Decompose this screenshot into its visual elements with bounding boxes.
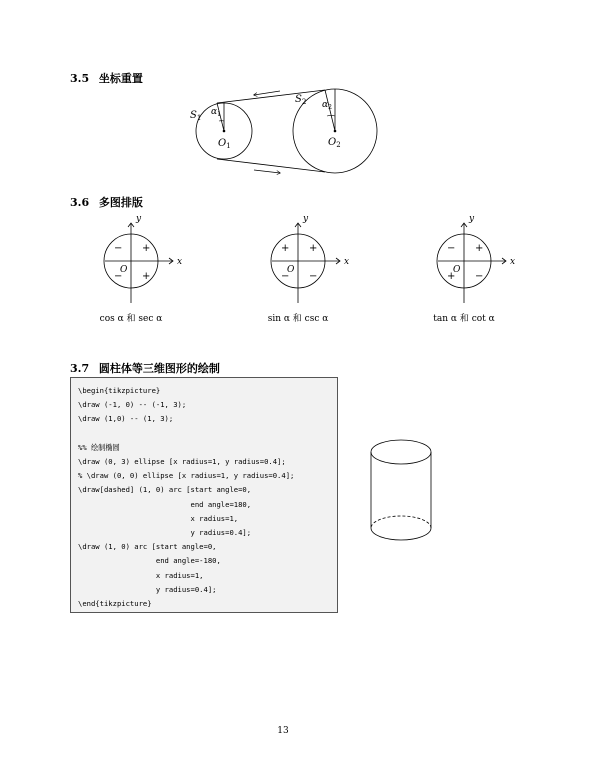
label-s1: $S_1$ <box>190 110 202 122</box>
label-alpha1: $\alpha_1$ <box>211 107 221 118</box>
section-heading-3-7: 3.7 圆柱体等三维图形的绘制 <box>70 362 220 375</box>
code-line: \draw (1,0) -- (1, 3); <box>78 414 174 424</box>
section-heading-3-5: 3.5 坐标重置 <box>70 72 143 85</box>
quadrant-sign-II: + <box>281 243 290 254</box>
quadrant-sign-I: + <box>309 243 318 254</box>
code-line: \end{tikzpicture} <box>78 599 152 609</box>
code-line: \draw (-1, 0) -- (-1, 3); <box>78 400 187 410</box>
svg-text:x: x <box>344 257 350 267</box>
svg-text:y: y <box>303 214 309 224</box>
quadrant-sign-III: + <box>447 271 456 282</box>
svg-text:O: O <box>120 265 128 275</box>
code-line: x radius=1, <box>78 570 204 580</box>
label-o1: $O_1$ <box>218 138 231 150</box>
code-line: \begin{tikzpicture} <box>78 386 161 395</box>
svg-text:x: x <box>177 257 183 267</box>
code-line: y radius=0.4]; <box>78 528 252 538</box>
code-line: \draw (0, 3) ellipse [x radius=1, y radius=0.4]; <box>78 457 286 467</box>
quadrant-sign-I: + <box>475 243 484 254</box>
svg-text:x: x <box>510 257 516 267</box>
page-number: 13 <box>277 726 289 736</box>
code-line: end angle=180, <box>78 499 252 509</box>
code-line: end angle=-180, <box>78 556 221 566</box>
quadrant-caption-1: cos α 和 sec α <box>99 314 163 324</box>
quadrant-sign-IV: + <box>142 271 151 282</box>
code-line: y radius=0.4]; <box>78 584 217 594</box>
svg-text:O: O <box>453 265 461 275</box>
quadrant-caption-3: tan α 和 cot α <box>433 314 495 324</box>
label-s2: $S_2$ <box>295 94 307 106</box>
code-line: x radius=1, <box>78 513 239 523</box>
code-line: %% 绘制椭圆 <box>78 442 120 452</box>
quadrant-caption-2: sin α 和 csc α <box>267 314 329 324</box>
label-alpha2: $\alpha_2$ <box>322 100 332 111</box>
cylinder-bottom-front-arc <box>371 528 431 540</box>
quadrant-sign-II: − <box>447 243 456 254</box>
quadrant-sign-III: − <box>114 271 123 282</box>
svg-text:y: y <box>136 214 142 224</box>
quadrant-sign-III: − <box>281 271 290 282</box>
label-o2: $O_2$ <box>328 137 341 149</box>
quadrant-sign-IV: − <box>309 271 318 282</box>
svg-text:O: O <box>287 265 295 275</box>
quadrant-sign-I: + <box>142 243 151 254</box>
code-line: \draw[dashed] (1, 0) arc [start angle=0, <box>78 485 252 495</box>
section-heading-3-6: 3.6 多图排版 <box>70 196 143 209</box>
svg-text:y: y <box>469 214 475 224</box>
code-line: \draw (1, 0) arc [start angle=0, <box>78 542 217 552</box>
code-line: % \draw (0, 0) ellipse [x radius=1, y radius=0.4]; <box>78 471 295 481</box>
quadrant-sign-IV: − <box>475 271 484 282</box>
cylinder-top-ellipse <box>371 440 431 464</box>
cylinder-bottom-back-arc <box>371 516 431 528</box>
quadrant-sign-II: − <box>114 243 123 254</box>
